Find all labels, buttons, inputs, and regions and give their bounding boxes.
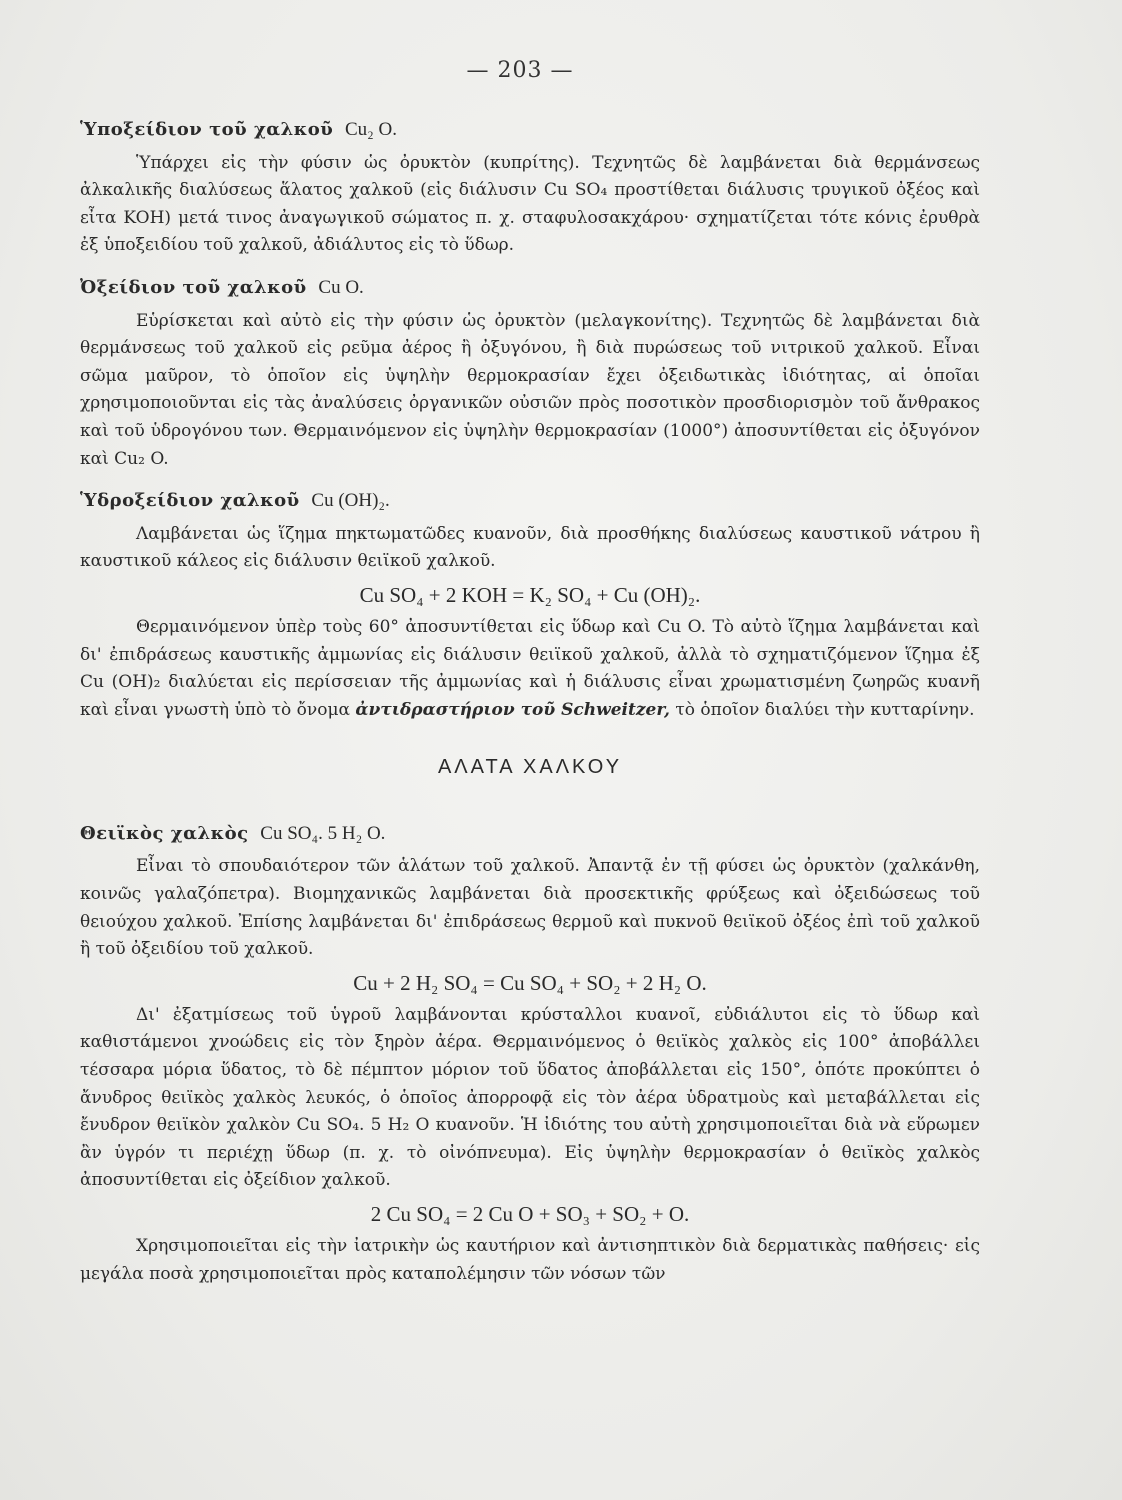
paragraph-sulfate-1: Εἶναι τὸ σπουδαιότερον τῶν ἁλάτων τοῦ χαλκοῦ. Ἀπαντᾷ ἐν τῇ φύσει ὡς ὀρυκτὸν (χαλκάνθη, κοινῶς γαλαζόπετρα). Βιομηχανικῶς λαμβάνεται διὰ προσεκτικῆς φρύξεως καὶ ὀξειδώσεως τοῦ θειούχου χαλκοῦ. Ἐπίσης λαμβάνεται δι' ἐπιδράσεως θερμοῦ καὶ πυκνοῦ θειϊκοῦ ὀξέος ἐπὶ τοῦ χαλκοῦ ἢ τοῦ ὀξειδίου τοῦ χαλκοῦ. bbox=[80, 856, 980, 960]
page-content bbox=[80, 112, 980, 1288]
heading-cuo bbox=[80, 274, 980, 302]
schweitzer-reagent: ἀντιδραστήριον τοῦ Schweitzer, bbox=[355, 699, 670, 720]
heading-sulfate-title: Θειϊκὸς χαλκὸς bbox=[80, 822, 249, 844]
paragraph-hydroxide-2-text: Θερμαινόμενον ὑπὲρ τοὺς 60° ἀποσυντίθεται εἰς ὕδωρ καὶ Cu O. Τὸ αὐτὸ ἵζημα λαμβάνεται καὶ δι' ἐπιδράσεως καυστικῆς ἀμμωνίας εἰς διάλυσιν θειϊκοῦ χαλκοῦ, ἀλλὰ τὸ σχηματιζόμενον ἵζημα ἐξ Cu (OH)₂ διαλύεται εἰς περίσσειαν τῆς ἀμμωνίας καὶ ἡ διάλυσις εἶναι χρωματισμένη ζωηρῶς κυανῆ καὶ εἶναι γνωστὴ ὑπὸ τὸ ὄνομα bbox=[80, 616, 980, 720]
heading-sulfate-formula: Cu SO₄. 5 H₂ O. bbox=[260, 822, 386, 844]
equation-hydroxide: Cu SO₄ + 2 KOH = K₂ SO₄ + Cu (OH)₂. bbox=[359, 582, 701, 607]
paragraph-hydroxide-2 bbox=[80, 614, 980, 724]
heading-hydroxide-title: Ὑδροξείδιον χαλκοῦ bbox=[80, 490, 300, 512]
heading-cuo-title: Ὀξείδιον τοῦ χαλκοῦ bbox=[80, 276, 307, 298]
paragraph-cuo: Εὑρίσκεται καὶ αὐτὸ εἰς τὴν φύσιν ὡς ὀρυκτὸν (μελαγκονίτης). Τεχνητῶς δὲ λαμβάνεται διὰ θερμάνσεως τοῦ χαλκοῦ εἰς ρεῦμα ἀέρος ἢ ὀξυγόνου, ἢ διὰ πυρώσεως τοῦ νιτρικοῦ χαλκοῦ. Εἶναι σῶμα μαῦρον, τὸ ὁποῖον εἰς ὑψηλὴν θερμοκρασίαν ἔχει ὀξειδωτικὰς ἰδιότητας, αἱ ὁποῖαι χρησιμοποιοῦνται εἰς τὰς ἀναλύσεις ὀργανικῶν οὐσιῶν πρὸς ποσοτικὸν προσδιορισμὸν τοῦ ἄνθρακος καὶ τοῦ ὑδρογόνου των. Θερμαινόμενον εἰς ὑψηλὴν θερμοκρασίαν (1000°) ἀποσυντίθεται εἰς ὀξυγόνον καὶ Cu₂ O. bbox=[80, 310, 980, 469]
paragraph-cu2o: Ὑπάρχει εἰς τὴν φύσιν ὡς ὀρυκτὸν (κυπρίτης). Τεχνητῶς δὲ λαμβάνεται διὰ θερμάνσεως ἀλκαλικῆς διαλύσεως ἅλατος χαλκοῦ (εἰς διάλυσιν Cu SO₄ προστίθεται διάλυσις τρυγικοῦ ὀξέος καὶ εἶτα KOH) μετά τινος ἀναγωγικοῦ σώματος π. χ. σταφυλοσακχάρου· σχηματίζεται τότε κόνις ἐρυθρὰ ἐξ ὑποξειδίου τοῦ χαλκοῦ, ἀδιάλυτος εἰς τὸ ὕδωρ. bbox=[80, 152, 980, 256]
paragraph-sulfate-3: Χρησιμοποιεῖται εἰς τὴν ἰατρικὴν ὡς καυτήριον καὶ ἀντισηπτικὸν διὰ δερματικὰς παθήσεις· εἰς μεγάλα ποσὰ χρησιμοποιεῖται πρὸς καταπολέμησιν τῶν νόσων τῶν bbox=[80, 1236, 980, 1284]
heading-hydroxide bbox=[80, 487, 980, 515]
heading-cu2o-title: Ὑποξείδιον τοῦ χαλκοῦ bbox=[80, 119, 334, 140]
paragraph-hydroxide-1: Λαμβάνεται ὡς ἵζημα πηκτωματῶδες κυανοῦν, διὰ προσθήκης διαλύσεως καυστικοῦ νάτρου ἢ καυστικοῦ κάλεος εἰς διάλυσιν θειϊκοῦ χαλκοῦ. bbox=[80, 523, 980, 572]
heading-cuo-formula: Cu O. bbox=[318, 276, 364, 298]
paragraph-hydroxide-2-end: τὸ ὁποῖον διαλύει τὴν κυτταρίνην. bbox=[675, 699, 975, 720]
heading-cu2o-formula: Cu₂ O. bbox=[344, 119, 398, 140]
heading-hydroxide-formula: Cu (OH)₂. bbox=[311, 490, 390, 512]
paragraph-sulfate-2: Δι' ἐξατμίσεως τοῦ ὑγροῦ λαμβάνονται κρύσταλλοι κυανοῖ, εὐδιάλυτοι εἰς τὸ ὕδωρ καὶ καθιστάμενοι χνοώδεις εἰς τὸν ξηρὸν ἀέρα. Θερμαινόμενος ὁ θειϊκὸς χαλκὸς εἰς 100° ἀποβάλλει τέσσαρα μόρια ὕδατος, τὸ δὲ πέμπτον μόριον τοῦ ὕδατος ἀποβάλλεται εἰς 150°, ὁπότε προκύπτει ὁ ἄνυδρος θειϊκὸς χαλκὸς λευκός, ὁ ὁποῖος ἀπορροφᾷ εἰς τὸν ἀέρα ὑδρατμοὺς καὶ μεταβάλλεται εἰς ἔνυδρον θειϊκὸν χαλκὸν Cu SO₄. 5 H₂ O κυανοῦν. Ἡ ἰδιότης του αὐτὴ χρησιμοποιεῖται διὰ νὰ εὕρωμεν ἂν ὑγρόν τι περιέχῃ ὕδωρ (π. χ. τὸ οἰνόπνευμα). Εἰς ὑψηλὴν θερμοκρασίαν ὁ θειϊκὸς χαλκὸς ἀποσυντίθεται εἰς ὀξείδιον χαλκοῦ. bbox=[80, 1004, 980, 1191]
heading-cu2o bbox=[80, 116, 980, 144]
equation-sulfate: Cu + 2 H₂ SO₄ = Cu SO₄ + SO₂ + 2 H₂ O. bbox=[353, 970, 707, 995]
heading-sulfate bbox=[80, 820, 980, 848]
section-title: ΑΛΑΤΑ ΧΑΛΚΟΥ bbox=[437, 756, 623, 779]
page-number: — 203 — bbox=[466, 58, 574, 83]
equation-sulfate-decomposition: 2 Cu SO₄ = 2 Cu O + SO₃ + SO₂ + O. bbox=[370, 1202, 690, 1226]
